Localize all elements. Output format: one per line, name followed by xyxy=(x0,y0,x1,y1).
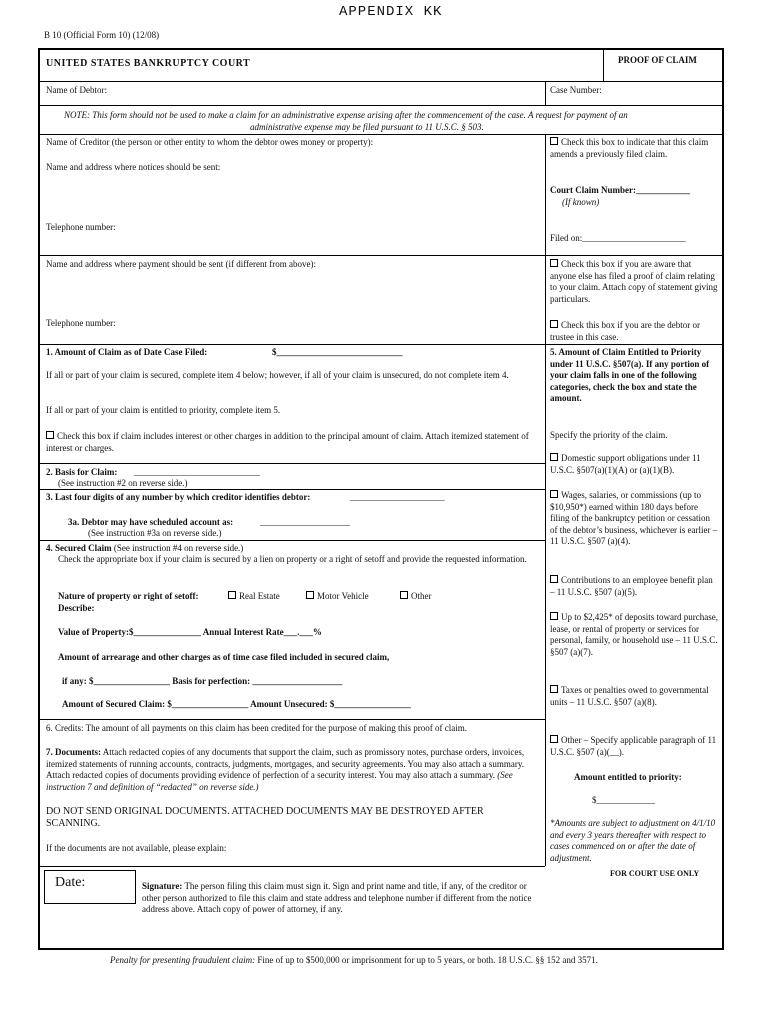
amount-priority-label: Amount entitled to priority: xyxy=(574,772,682,782)
creditor-name-field[interactable] xyxy=(46,148,541,160)
creditor-name-label: Name of Creditor (the person or other entity to whom the debtor owes money or property): xyxy=(46,137,374,147)
payment-address-field[interactable] xyxy=(46,271,541,315)
not-available-label: If the documents are not available, please explain: xyxy=(46,843,227,853)
case-number-label: Case Number: xyxy=(550,85,602,95)
item3-title: 3. Last four digits of any number by which creditor identifies debtor: xyxy=(46,492,311,502)
checkbox-icon xyxy=(550,575,558,583)
payment-telephone-label: Telephone number: xyxy=(46,318,116,328)
note-line-2: administrative expense may be filed pursuant to 11 U.S.C. § 503. xyxy=(250,122,484,132)
telephone-label: Telephone number: xyxy=(46,222,116,232)
filed-on-field[interactable]: Filed on:_______________________ xyxy=(550,233,686,243)
amend-claim-checkbox[interactable] xyxy=(550,137,718,160)
adjustment-footnote: *Amounts are subject to adjustment on 4/1/10 and every 3 years thereafter with respect to cases commenced on or after the date of adjustment. xyxy=(550,818,716,863)
motor-vehicle-checkbox[interactable]: Motor Vehicle xyxy=(306,591,369,603)
item5-specify: Specify the priority of the claim. xyxy=(550,430,668,440)
wages-checkbox[interactable]: Wages, salaries, or commissions (up to $10,950*) earned within 180 days before filing of the bankruptcy petition or cessation of the debtor’s business, whichever is earlier – 11 U.S.C. §507 (a)(4). xyxy=(550,490,718,546)
signature-instructions: Signature: The person filing this claim must sign it. Sign and print name and title, if any, of the creditor or other person authorized to file this claim and state address and telephone number if different from the notice address above. Attach copy of power of attorney, if any. xyxy=(142,881,532,914)
claim-amount-field[interactable]: $____________________________ xyxy=(272,347,403,357)
note-line-1: NOTE: This form should not be used to make a claim for an administrative expense arising after the commencement of the case. A request for payment of an xyxy=(64,110,628,120)
checkbox-icon xyxy=(550,320,558,328)
no-originals-warning: DO NOT SEND ORIGINAL DOCUMENTS. ATTACHED DOCUMENTS MAY BE DESTROYED AFTER SCANNING. xyxy=(46,806,484,829)
not-available-field[interactable] xyxy=(258,842,540,856)
item3a-note: (See instruction #3a on reverse side.) xyxy=(88,528,222,538)
item6-credits: 6. Credits: The amount of all payments on this claim has been credited for the purpose of making this proof of claim. xyxy=(46,723,467,733)
checkbox-icon xyxy=(46,431,54,439)
checkbox-icon xyxy=(306,591,314,599)
penalty-line: Penalty for presenting fraudulent claim: Fine of up to $500,000 or imprisonment for up to 5 years, or both. 18 U.S.C. §§ 152 and 3571. xyxy=(110,955,598,965)
date-field[interactable] xyxy=(44,870,136,904)
checkbox-icon xyxy=(400,591,408,599)
signature-field[interactable] xyxy=(142,920,542,946)
court-use-label: FOR COURT USE ONLY xyxy=(610,869,700,878)
other-property-checkbox[interactable]: Other xyxy=(400,591,432,603)
checkbox-icon xyxy=(550,490,558,498)
form-id: B 10 (Official Form 10) (12/08) xyxy=(44,30,160,40)
payment-address-label: Name and address where payment should be sent (if different from above): xyxy=(46,259,316,269)
basis-for-perfection-field[interactable]: if any: $_________________ Basis for perfection: ____________________ xyxy=(62,676,343,686)
item7-documents: 7. Documents: Attach redacted copies of any documents that support the claim, such as promissory notes, purchase orders, invoices, itemized statements of running accounts, contracts, judgments, mortgages, and security agreements. You may also attach a summary. Attach redacted copies of documents providing evidence of perfection of a security interest. You may also attach a summary. (See instruction 7 and definition of “redacted” on reverse side.) xyxy=(46,747,525,792)
amount-priority-field[interactable]: $_____________ xyxy=(592,795,655,805)
item1-title: 1. Amount of Claim as of Date Case Filed: xyxy=(46,347,208,357)
item2-note: (See instruction #2 on reverse side.) xyxy=(58,478,188,488)
item1-priority-text: If all or part of your claim is entitled to priority, complete item 5. xyxy=(46,405,281,415)
employee-benefit-checkbox[interactable]: Contributions to an employee benefit plan – 11 U.S.C. §507 (a)(5). xyxy=(550,575,713,597)
debtor-name-label: Name of Debtor: xyxy=(46,85,107,95)
notice-address-label: Name and address where notices should be sent: xyxy=(46,162,221,172)
notice-address-field[interactable] xyxy=(46,174,541,218)
interest-charges-checkbox[interactable] xyxy=(46,431,538,454)
checkbox-icon xyxy=(550,453,558,461)
secured-amount-field[interactable]: Amount of Secured Claim: $_________________ Amount Unsecured: $_________________ xyxy=(62,699,411,709)
item5-title: 5. Amount of Claim Entitled to Priority under 11 U.S.C. §507(a). If any portion of your claim falls in one of the following categories, check the box and state the amount. xyxy=(550,347,710,403)
scheduled-account-field[interactable]: ____________________ xyxy=(260,517,350,527)
item3a-title: 3a. Debtor may have scheduled account as: xyxy=(68,517,234,527)
item4-description: Check the appropriate box if your claim is secured by a lien on property or a right of setoff and provide the requested information. xyxy=(58,554,527,564)
if-known-note: (If known) xyxy=(562,197,600,207)
aware-claim-checkbox[interactable] xyxy=(550,259,718,305)
deposits-checkbox[interactable]: Up to $2,425* of deposits toward purchase, lease, or rental of property or services for personal, family, or household use – 11 U.S.C. §507 (a)(7). xyxy=(550,612,718,657)
item1-secured-text: If all or part of your claim is secured, complete item 4 below; however, if all of your claim is unsecured, do not complete item 4. xyxy=(46,370,509,380)
checkbox-icon xyxy=(550,612,558,620)
court-claim-number[interactable]: Court Claim Number:____________ xyxy=(550,185,690,195)
checkbox-icon xyxy=(550,259,558,267)
aware-claim-text: Check this box if you are aware that anyone else has filed a proof of claim relating to your claim. Attach copy of statement giving particulars. xyxy=(550,259,718,304)
form-title: PROOF OF CLAIM xyxy=(618,55,697,65)
last-four-digits-field[interactable]: _____________________ xyxy=(350,492,445,502)
basis-for-claim-field[interactable]: ____________________________ xyxy=(134,467,260,477)
real-estate-checkbox[interactable]: Real Estate xyxy=(228,591,280,603)
item4-note: (See instruction #4 on reverse side.) xyxy=(113,543,244,553)
nature-of-property-label: Nature of property or right of setoff: xyxy=(58,591,199,601)
appendix-heading: APPENDIX KK xyxy=(339,4,443,20)
describe-label: Describe: xyxy=(58,603,95,613)
debtor-name-field[interactable] xyxy=(46,85,541,103)
domestic-support-checkbox[interactable]: Domestic support obligations under 11 U.S.C. §507(a)(1)(A) or (a)(1)(B). xyxy=(550,453,701,475)
amend-claim-text: Check this box to indicate that this claim amends a previously filed claim. xyxy=(550,137,709,159)
value-of-property-field[interactable]: Value of Property:$_______________ Annual Interest Rate___.___% xyxy=(58,627,322,637)
checkbox-icon xyxy=(228,591,236,599)
checkbox-icon xyxy=(550,735,558,743)
debtor-trustee-checkbox[interactable] xyxy=(550,320,718,343)
checkbox-icon xyxy=(550,685,558,693)
case-number-field[interactable] xyxy=(610,85,720,103)
item4-title: 4. Secured Claim xyxy=(46,543,112,553)
arrearage-label: Amount of arrearage and other charges as of time case filed included in secured claim, xyxy=(58,652,390,662)
date-label: Date: xyxy=(55,875,86,890)
taxes-checkbox[interactable]: Taxes or penalties owed to governmental units – 11 U.S.C. §507 (a)(8). xyxy=(550,685,709,707)
court-name: UNITED STATES BANKRUPTCY COURT xyxy=(46,58,251,69)
other-priority-checkbox[interactable]: Other – Specify applicable paragraph of 11 U.S.C. §507 (a)(__). xyxy=(550,735,717,757)
item2-title: 2. Basis for Claim: xyxy=(46,467,118,477)
debtor-trustee-text: Check this box if you are the debtor or trustee in this case. xyxy=(550,320,700,342)
interest-charges-text: Check this box if claim includes interest or other charges in addition to the principal amount of claim. Attach itemized statement of interest or charges. xyxy=(46,431,529,453)
checkbox-icon xyxy=(550,137,558,145)
